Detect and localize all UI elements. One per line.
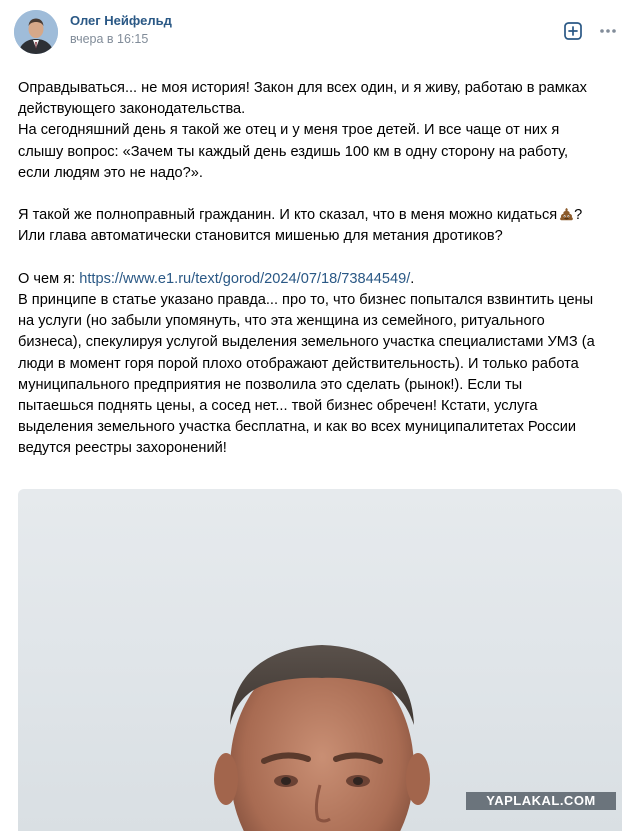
text-line: люди в момент горя порой плохо отображают действительность). И только работа <box>18 355 579 372</box>
plus-square-icon <box>563 21 583 41</box>
text-fragment: О чем я: <box>18 270 80 287</box>
post-text <box>18 78 622 460</box>
text-line: пытаешься поднять цены, а сосед нет... твой бизнес обречен! Кстати, услуга <box>18 398 538 415</box>
author-avatar[interactable] <box>14 10 58 54</box>
poop-emoji-icon <box>559 207 574 221</box>
paragraph-gap <box>18 248 622 269</box>
post-header <box>0 0 640 66</box>
text-line: Оправдываться... не моя история! Закон для всех один, и я живу, работаю в рамках <box>18 80 587 96</box>
article-link[interactable]: https://www.e1.ru/text/gorod/2024/07/18/73844549/ <box>79 270 411 287</box>
text-line: На сегодняшний день я такой же отец и у меня трое детей. И все чаще от них я <box>18 122 560 139</box>
more-button[interactable] <box>598 21 618 41</box>
author-name[interactable]: Олег Нейфельд <box>70 13 172 28</box>
text-fragment: Я такой же полноправный гражданин. И кто сказал, что в меня можно кидаться <box>18 207 558 224</box>
text-line: Или глава автоматически становится мишенью для метания дротиков? <box>18 228 503 245</box>
text-line <box>18 205 622 226</box>
text-fragment: . <box>410 270 415 287</box>
avatar-photo <box>14 10 58 54</box>
text-line: ведутся реестры захоронений! <box>18 440 227 457</box>
paragraph-gap <box>18 184 622 205</box>
more-horizontal-icon <box>598 21 618 41</box>
portrait-photo <box>18 489 622 831</box>
text-line: выделения земельного участка бесплатна, и как во всех муниципалитетах России <box>18 419 577 436</box>
text-line: на услуги (но забыли упомянуть, что эта женщина из семейного, ритуального <box>18 313 545 330</box>
add-button[interactable] <box>563 21 583 41</box>
text-line: В принципе в статье указано правда... про то, что бизнес попытался взвинтить цены <box>18 292 594 308</box>
text-line: слышу вопрос: «Зачем ты каждый день ездишь 100 км в одну сторону на работу, <box>18 143 569 160</box>
post-time[interactable]: вчера в 16:15 <box>70 32 149 46</box>
text-line: действующего законодательства. <box>18 101 246 118</box>
text-line <box>18 269 622 290</box>
post-photo[interactable] <box>18 489 622 831</box>
watermark: YAPLAKAL.COM <box>466 792 616 810</box>
text-fragment: ? <box>574 207 583 224</box>
text-line: муниципального предприятия не позволила это сделать (рынок!). Если ты <box>18 376 523 393</box>
text-line: бизнеса), спекулируя услугой выделения земельного участка специалистами УМЗ (а <box>18 334 595 351</box>
text-line: если людям это не надо?». <box>18 164 203 181</box>
